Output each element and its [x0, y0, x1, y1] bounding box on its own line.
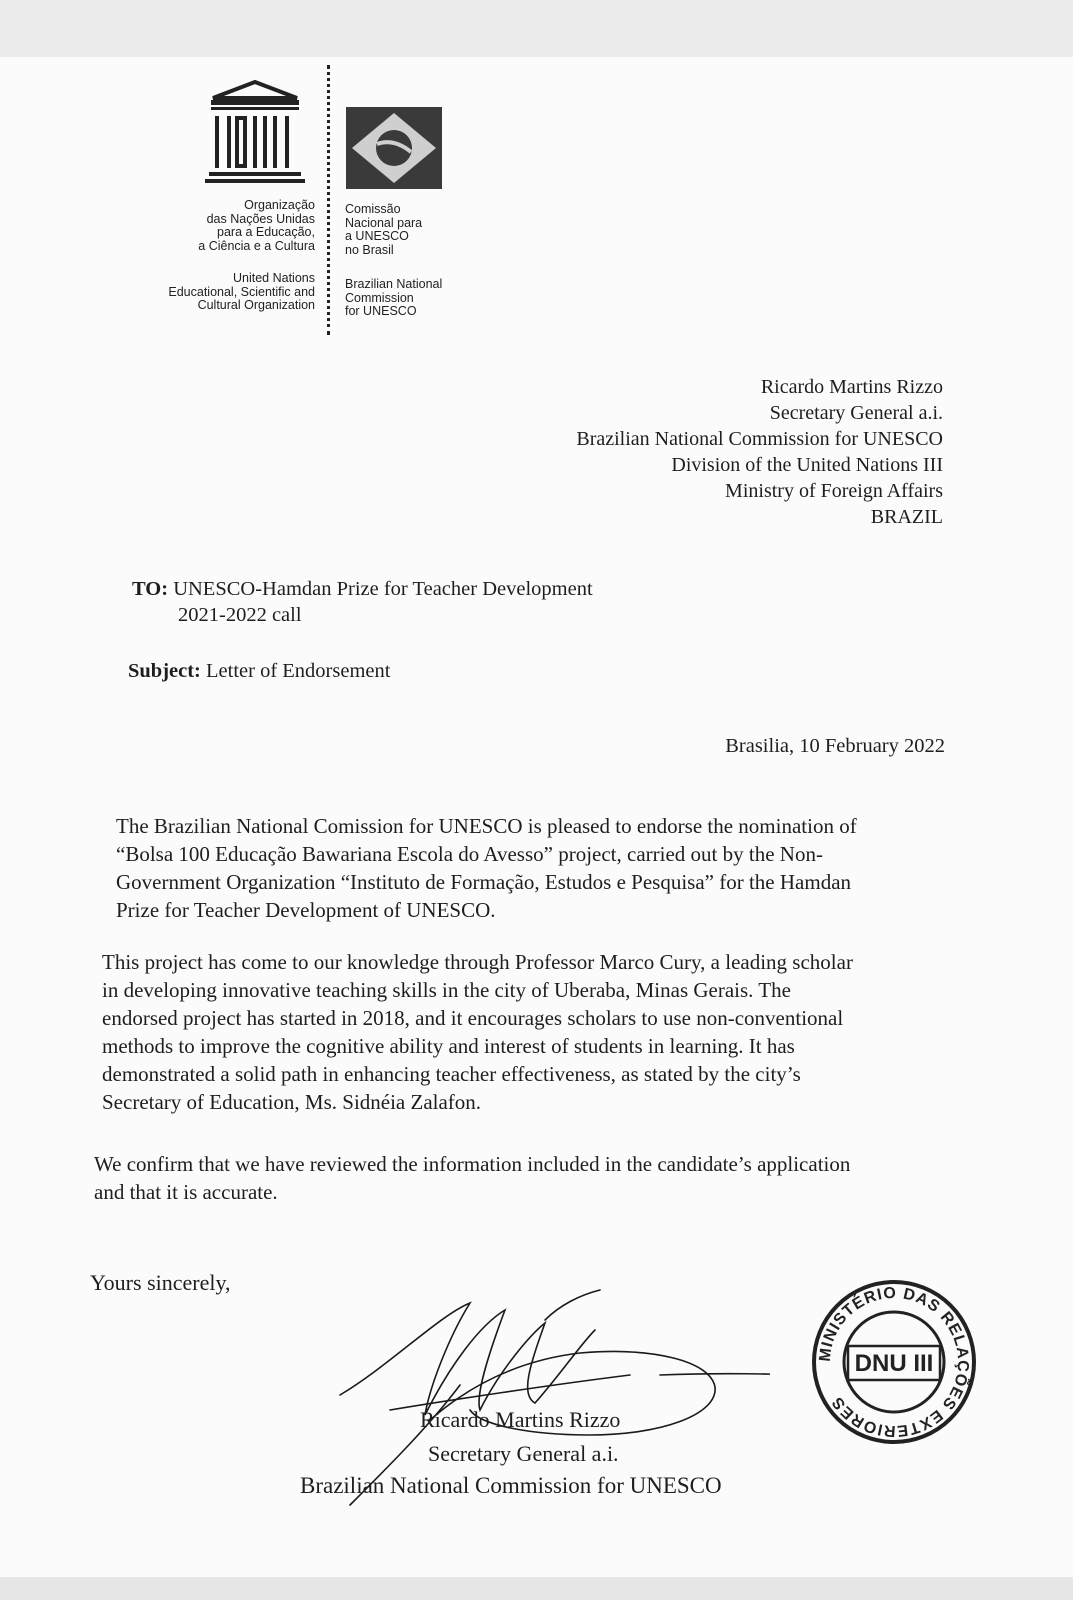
- paragraph-line: demonstrated a solid path in enhancing teacher effectiveness, as stated by the city’s: [102, 1062, 801, 1086]
- paragraph-line: Prize for Teacher Development of UNESCO.: [116, 898, 496, 922]
- paragraph-line: Secretary of Education, Ms. Sidnéia Zalafon.: [102, 1090, 482, 1114]
- signatory-name: Ricardo Martins Rizzo: [420, 1407, 621, 1432]
- letterhead-commission-pt: [345, 203, 422, 257]
- letterhead-text: Organização: [244, 198, 315, 212]
- stamp-center-text: DNU III: [854, 1350, 934, 1377]
- sender-title: Secretary General a.i.: [769, 402, 943, 424]
- paragraph-line: Government Organization “Instituto de Formação, Estudos e Pesquisa” for the Hamdan: [116, 870, 852, 894]
- body-paragraph-2: [102, 948, 954, 1116]
- subject-text: Letter of Endorsement: [206, 660, 391, 682]
- letterhead-commission-en: [345, 278, 442, 319]
- paragraph-line: The Brazilian National Comission for UNESCO is pleased to endorse the nomination of: [116, 814, 857, 838]
- letterhead-text: Educational, Scientific and: [168, 284, 315, 299]
- to-text: UNESCO-Hamdan Prize for Teacher Development: [173, 578, 593, 600]
- letterhead-text: Cultural Organization: [197, 298, 315, 312]
- letterhead-text: Commission: [345, 290, 414, 305]
- letterhead-unesco-pt: [198, 199, 315, 253]
- letterhead-text: Nacional para: [345, 215, 423, 230]
- letterhead-text: for UNESCO: [345, 304, 417, 318]
- letterhead-unesco-en: [168, 272, 315, 313]
- subject-line: [128, 660, 390, 683]
- signatory-title: Secretary General a.i.: [428, 1441, 619, 1466]
- subject-label: Subject:: [128, 660, 201, 682]
- paragraph-line: This project has come to our knowledge through Professor Marco Cury, a leading scholar: [102, 950, 853, 974]
- sender-org: Brazilian National Commission for UNESCO: [576, 428, 943, 450]
- sender-division: Division of the United Nations III: [671, 454, 943, 476]
- letterhead-text: Comissão: [345, 202, 401, 216]
- bottom-margin: [0, 1577, 1073, 1600]
- body-paragraph-1: [116, 812, 944, 924]
- paragraph-line: methods to improve the cognitive ability and interest of students in learning. It has: [102, 1034, 795, 1058]
- paragraph-line: We confirm that we have reviewed the information included in the candidate’s application: [94, 1152, 851, 1176]
- letterhead-text: a Ciência e a Cultura: [198, 238, 315, 253]
- to-label: TO:: [132, 578, 169, 600]
- brazil-flag-logo: [346, 107, 442, 189]
- body-paragraph-3: [94, 1150, 966, 1206]
- letterhead-text: United Nations: [233, 271, 315, 285]
- signatory-org: Brazilian National Commission for UNESCO: [300, 1473, 722, 1498]
- unesco-logo: [205, 80, 305, 185]
- closing-salutation: Yours sincerely,: [90, 1270, 231, 1295]
- letterhead-text: a UNESCO: [345, 229, 409, 243]
- ministry-stamp: [810, 1278, 978, 1446]
- paragraph-line: in developing innovative teaching skills in the city of Uberaba, Minas Gerais. The: [102, 978, 791, 1002]
- to-text-line2: 2021-2022 call: [178, 604, 302, 626]
- sender-country: BRAZIL: [870, 506, 943, 528]
- svg-text:MINISTÉRIO DAS RELAÇÕES EXTERI: MINISTÉRIO DAS RELAÇÕES EXTERIORES: [816, 1284, 972, 1440]
- letterhead-text: para a Educação,: [217, 225, 315, 239]
- letterhead-text: no Brasil: [345, 242, 394, 257]
- sender-ministry: Ministry of Foreign Affairs: [725, 480, 943, 502]
- letterhead-divider: [327, 65, 330, 335]
- letterhead-text: das Nações Unidas: [206, 211, 315, 226]
- paragraph-line: and that it is accurate.: [94, 1180, 278, 1204]
- paragraph-line: “Bolsa 100 Educação Bawariana Escola do Avesso” project, carried out by the Non-: [116, 842, 823, 866]
- letter-date: Brasilia, 10 February 2022: [725, 735, 945, 757]
- sender-name: Ricardo Martins Rizzo: [760, 376, 943, 398]
- paragraph-line: endorsed project has started in 2018, and it encourages scholars to use non-conventional: [102, 1006, 844, 1030]
- recipient-line: [132, 576, 593, 602]
- letterhead-text: Brazilian National: [345, 277, 443, 291]
- sender-block: [576, 374, 943, 530]
